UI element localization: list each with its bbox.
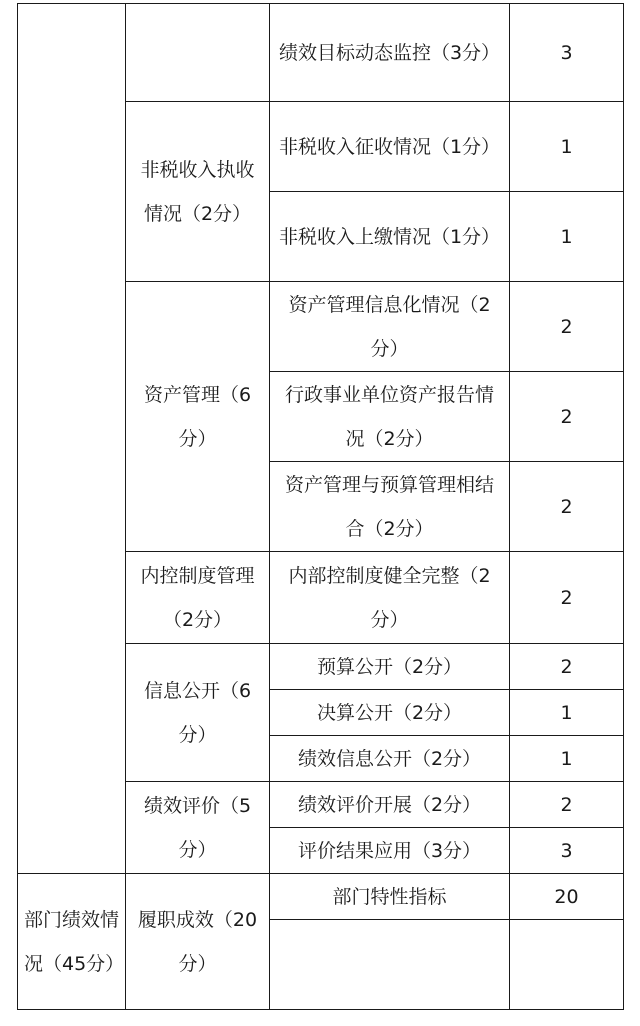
indicator-cell: 行政事业单位资产报告情况（2分） [270, 372, 510, 462]
subcategory-cell: 资产管理（6分） [126, 282, 270, 552]
indicator-cell: 评价结果应用（3分） [270, 828, 510, 874]
score-cell: 2 [510, 552, 624, 644]
score-cell: 20 [510, 874, 624, 920]
indicator-cell: 绩效评价开展（2分） [270, 782, 510, 828]
score-cell: 1 [510, 690, 624, 736]
table-row [18, 4, 624, 102]
subcategory-cell: 非税收入执收情况（2分） [126, 102, 270, 282]
subcategory-cell: 内控制度管理（2分） [126, 552, 270, 644]
indicator-cell: 内部控制度健全完整（2分） [270, 552, 510, 644]
indicator-cell: 资产管理与预算管理相结合（2分） [270, 462, 510, 552]
score-cell: 2 [510, 372, 624, 462]
table-row [18, 874, 624, 920]
indicator-cell [270, 920, 510, 1010]
score-cell: 2 [510, 644, 624, 690]
subcategory-cell [126, 4, 270, 102]
score-cell: 2 [510, 462, 624, 552]
score-cell: 2 [510, 282, 624, 372]
indicator-cell: 资产管理信息化情况（2分） [270, 282, 510, 372]
subcategory-cell: 履职成效（20分） [126, 874, 270, 1010]
indicator-cell: 绩效目标动态监控（3分） [270, 4, 510, 102]
indicator-cell: 绩效信息公开（2分） [270, 736, 510, 782]
score-cell [510, 920, 624, 1010]
category-cell: 部门绩效情况（45分） [18, 874, 126, 1010]
score-cell: 3 [510, 4, 624, 102]
indicator-cell: 非税收入征收情况（1分） [270, 102, 510, 192]
score-cell: 2 [510, 782, 624, 828]
performance-score-table [17, 3, 624, 1010]
score-cell: 1 [510, 736, 624, 782]
indicator-cell: 部门特性指标 [270, 874, 510, 920]
score-cell: 1 [510, 102, 624, 192]
indicator-cell: 决算公开（2分） [270, 690, 510, 736]
indicator-cell: 预算公开（2分） [270, 644, 510, 690]
category-cell [18, 4, 126, 874]
score-cell: 3 [510, 828, 624, 874]
score-cell: 1 [510, 192, 624, 282]
indicator-cell: 非税收入上缴情况（1分） [270, 192, 510, 282]
subcategory-cell: 信息公开（6分） [126, 644, 270, 782]
subcategory-cell: 绩效评价（5分） [126, 782, 270, 874]
